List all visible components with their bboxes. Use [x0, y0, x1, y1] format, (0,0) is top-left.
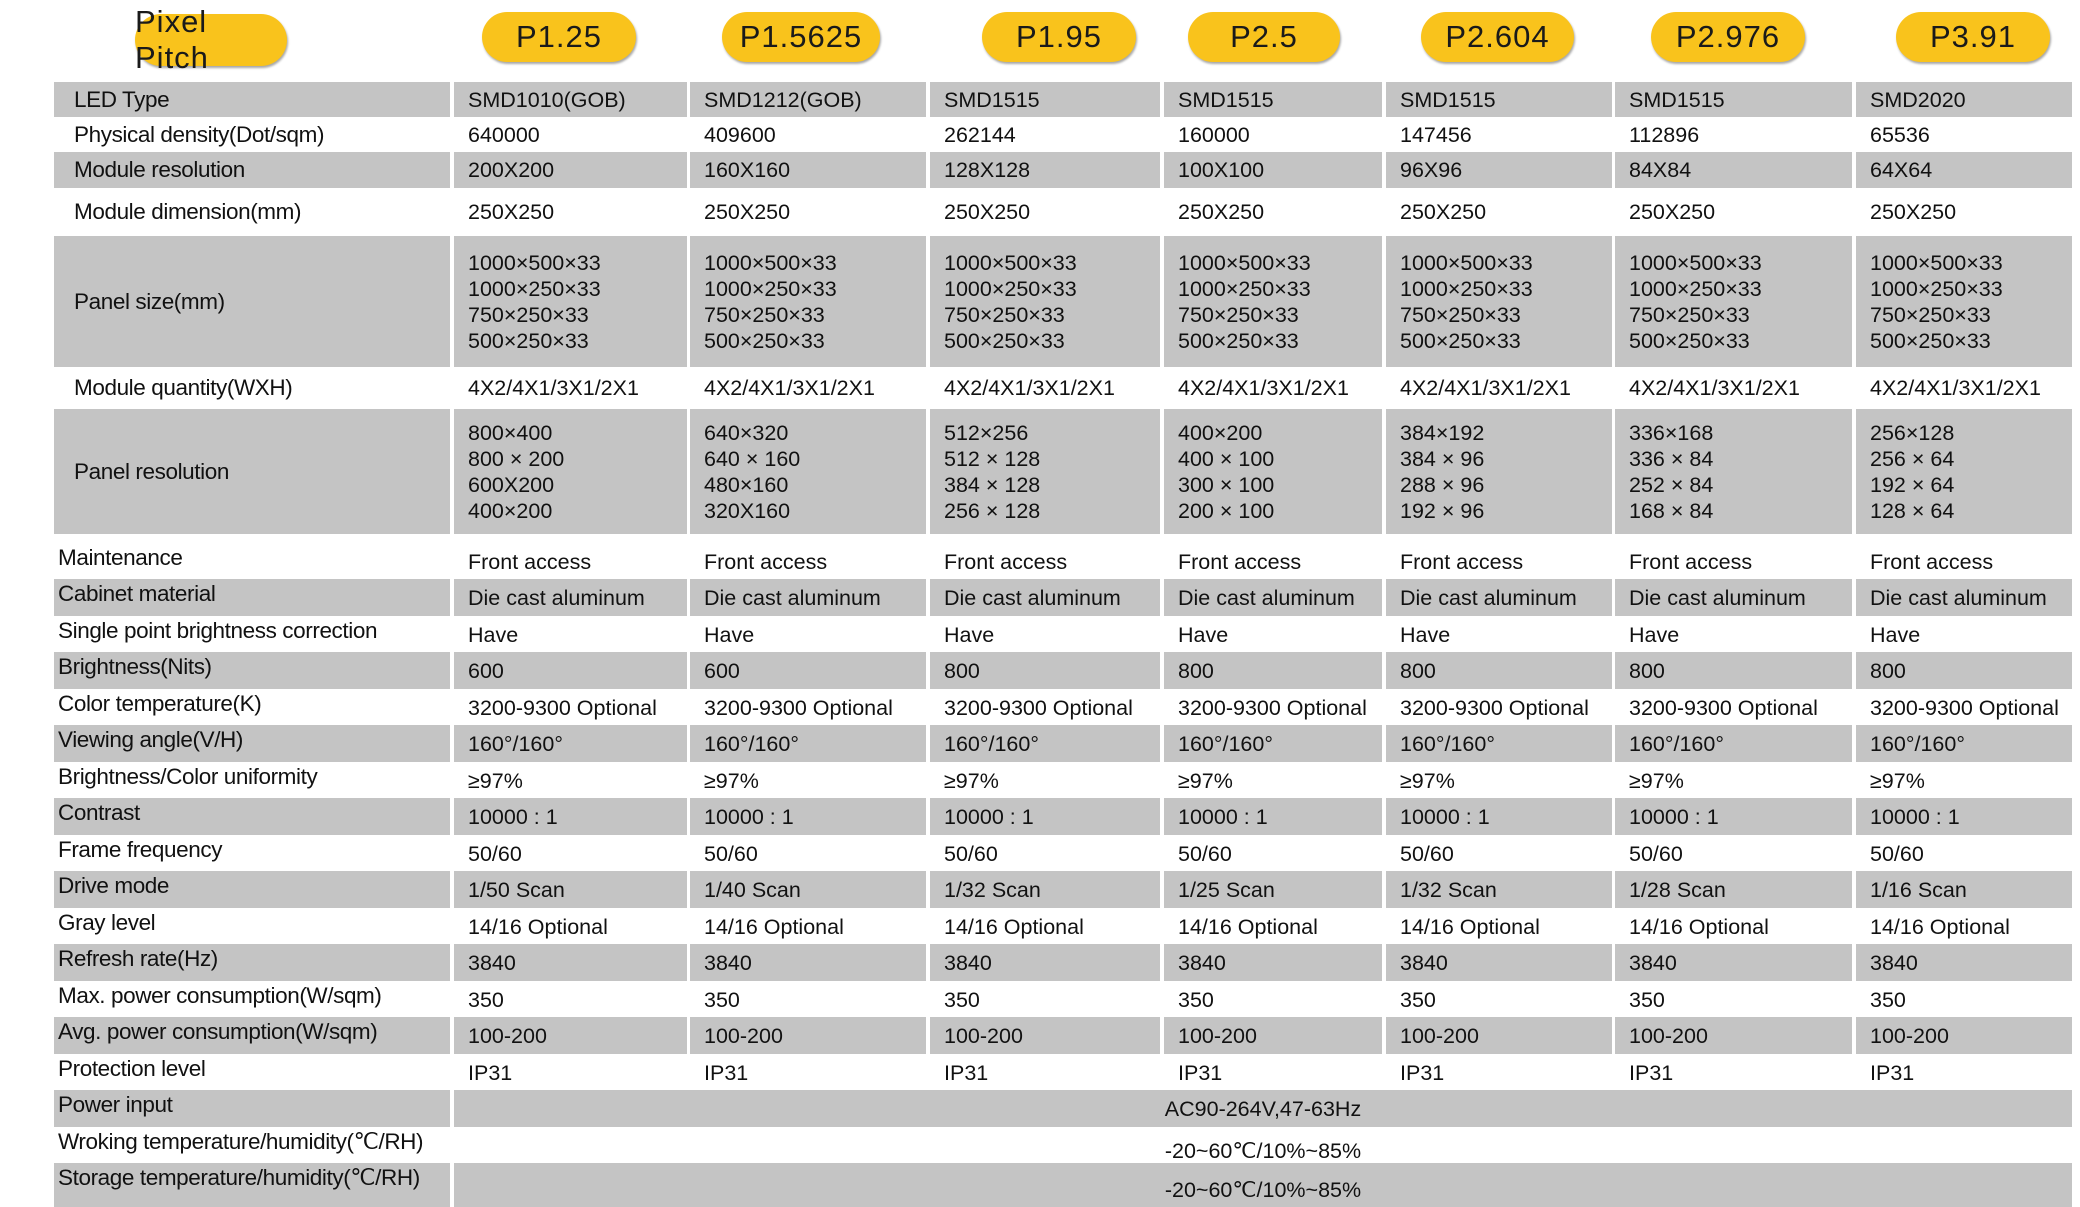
- table-cell: ≥97%: [704, 769, 759, 793]
- row-maintenance: [54, 543, 2072, 579]
- table-cell: Have: [944, 623, 995, 647]
- row-label: Storage temperature/humidity(℃/RH): [54, 1163, 450, 1207]
- table-cell: 160°/160°: [1386, 725, 1612, 762]
- row-label: LED Type: [54, 82, 450, 117]
- row-label: Panel resolution: [54, 409, 450, 534]
- row-module-dimension: [54, 188, 2072, 236]
- table-cell: IP31: [468, 1061, 513, 1085]
- pitch-pill-p2-5: P2.5: [1188, 12, 1340, 62]
- table-cell: 1/32 Scan: [1386, 871, 1612, 908]
- table-cell: 350: [1400, 988, 1436, 1012]
- row-label: Power input: [54, 1090, 450, 1127]
- merged-cell: -20~60℃/10%~85%: [1164, 1139, 1362, 1163]
- table-cell: 14/16 Optional: [944, 915, 1084, 939]
- merged-cell: -20~60℃/10%~85%: [454, 1163, 2072, 1207]
- table-cell: Have: [1400, 623, 1451, 647]
- table-cell: 350: [1870, 988, 1906, 1012]
- table-cell: 250X250: [1178, 200, 1265, 224]
- table-cell: 3840: [1856, 944, 2072, 981]
- table-cell: 1/28 Scan: [1615, 871, 1852, 908]
- table-cell: 50/60: [1178, 842, 1232, 866]
- table-cell: 250X250: [1870, 200, 1957, 224]
- table-cell: 3200-9300 Optional: [704, 696, 893, 720]
- pixel-pitch-label: Pixel Pitch: [135, 14, 287, 66]
- table-cell: 4X2/4X1/3X1/2X1: [1400, 376, 1571, 400]
- table-cell: 600: [690, 652, 926, 689]
- row-label: Color temperature(K): [58, 691, 262, 716]
- row-gray-level: [54, 908, 2072, 944]
- table-cell: Front access: [704, 550, 828, 574]
- table-cell: 1/50 Scan: [454, 871, 687, 908]
- row-label: Avg. power consumption(W/sqm): [54, 1017, 450, 1054]
- table-cell: 250X250: [1400, 200, 1487, 224]
- table-cell: 3200-9300 Optional: [1870, 696, 2059, 720]
- table-cell: 1000×500×33 1000×250×33 750×250×33 500×250×33: [690, 236, 926, 367]
- table-cell: 3840: [690, 944, 926, 981]
- table-cell: 100X100: [1164, 152, 1382, 188]
- table-cell: IP31: [944, 1061, 989, 1085]
- row-module-resolution: [54, 152, 2072, 188]
- table-cell: 10000 : 1: [690, 798, 926, 835]
- table-cell: 1000×500×33 1000×250×33 750×250×33 500×250×33: [1164, 236, 1382, 367]
- table-cell: 160°/160°: [454, 725, 687, 762]
- row-label: Wroking temperature/humidity(℃/RH): [58, 1129, 424, 1154]
- table-cell: ≥97%: [944, 769, 999, 793]
- table-cell: SMD1010(GOB): [454, 82, 687, 117]
- table-cell: 96X96: [1386, 152, 1612, 188]
- merged-cell: AC90-264V,47-63Hz: [454, 1090, 2072, 1127]
- table-cell: Have: [468, 623, 519, 647]
- table-cell: Front access: [1870, 550, 1994, 574]
- row-label: Brightness(Nits): [54, 652, 450, 689]
- row-label: Max. power consumption(W/sqm): [58, 983, 382, 1008]
- row-label: Gray level: [58, 910, 156, 935]
- table-cell: 4X2/4X1/3X1/2X1: [1870, 376, 2041, 400]
- table-cell: 160X160: [690, 152, 926, 188]
- table-cell: 600: [454, 652, 687, 689]
- row-max-power: [54, 981, 2072, 1017]
- row-label: Physical density(Dot/sqm): [74, 121, 325, 147]
- row-label: Brightness/Color uniformity: [58, 764, 318, 789]
- table-cell: 3200-9300 Optional: [944, 696, 1133, 720]
- table-cell: 800: [930, 652, 1160, 689]
- table-cell: 1/16 Scan: [1856, 871, 2072, 908]
- table-cell: 100-200: [1615, 1017, 1852, 1054]
- row-label: Maintenance: [58, 545, 183, 570]
- table-cell: Die cast aluminum: [1386, 579, 1612, 616]
- table-cell: 10000 : 1: [1615, 798, 1852, 835]
- table-cell: Have: [1629, 623, 1680, 647]
- table-cell: 50/60: [704, 842, 758, 866]
- table-cell: 1000×500×33 1000×250×33 750×250×33 500×250×33: [930, 236, 1160, 367]
- table-cell: 14/16 Optional: [468, 915, 608, 939]
- table-cell: 10000 : 1: [1386, 798, 1612, 835]
- table-cell: 4X2/4X1/3X1/2X1: [1178, 376, 1349, 400]
- table-cell: 250X250: [1629, 200, 1716, 224]
- row-drive-mode: [54, 871, 2072, 908]
- table-cell: 800: [1386, 652, 1612, 689]
- table-cell: Have: [1178, 623, 1229, 647]
- table-cell: Die cast aluminum: [1856, 579, 2072, 616]
- table-cell: 4X2/4X1/3X1/2X1: [468, 376, 639, 400]
- table-cell: 100-200: [454, 1017, 687, 1054]
- table-cell: 64X64: [1856, 152, 2072, 188]
- table-cell: 3840: [454, 944, 687, 981]
- table-cell: Front access: [1178, 550, 1302, 574]
- pitch-pill-p1-95: P1.95: [982, 12, 1136, 62]
- table-cell: SMD1212(GOB): [690, 82, 926, 117]
- row-label: Module quantity(WXH): [74, 375, 293, 400]
- pitch-pill-p2-604: P2.604: [1421, 12, 1574, 62]
- table-cell: 3840: [930, 944, 1160, 981]
- table-cell: 10000 : 1: [1856, 798, 2072, 835]
- table-cell: 100-200: [1164, 1017, 1382, 1054]
- pitch-pill-p2-976: P2.976: [1651, 12, 1805, 62]
- row-brightness-correction: [54, 616, 2072, 652]
- row-led-type: [54, 82, 2072, 117]
- pitch-pill-p1-5625: P1.5625: [722, 12, 880, 62]
- table-cell: Die cast aluminum: [1164, 579, 1382, 616]
- row-label: Module dimension(mm): [74, 199, 302, 224]
- row-label: Frame frequency: [58, 837, 223, 862]
- table-cell: 50/60: [468, 842, 522, 866]
- row-physical-density: [54, 117, 2072, 152]
- table-cell: 409600: [704, 122, 776, 147]
- table-cell: SMD1515: [930, 82, 1160, 117]
- table-cell: 800: [1164, 652, 1382, 689]
- table-cell: 14/16 Optional: [1870, 915, 2010, 939]
- table-cell: Die cast aluminum: [930, 579, 1160, 616]
- table-cell: 14/16 Optional: [1400, 915, 1540, 939]
- table-cell: ≥97%: [1629, 769, 1684, 793]
- table-cell: 3200-9300 Optional: [468, 696, 657, 720]
- table-cell: 250X250: [468, 200, 555, 224]
- table-cell: 4X2/4X1/3X1/2X1: [704, 376, 875, 400]
- row-color-temperature: [54, 689, 2072, 725]
- table-cell: Die cast aluminum: [1615, 579, 1852, 616]
- row-label: Contrast: [54, 798, 450, 835]
- table-cell: 147456: [1400, 122, 1472, 147]
- table-cell: SMD1515: [1164, 82, 1382, 117]
- row-storage-temperature: [54, 1163, 2072, 1207]
- table-cell: 65536: [1870, 122, 1930, 147]
- table-cell: 350: [1178, 988, 1214, 1012]
- table-cell: 128X128: [930, 152, 1160, 188]
- table-cell: Have: [1870, 623, 1921, 647]
- table-cell: SMD1515: [1386, 82, 1612, 117]
- table-cell: 112896: [1629, 122, 1700, 147]
- table-cell: 10000 : 1: [454, 798, 687, 835]
- row-refresh-rate: [54, 944, 2072, 981]
- table-cell: SMD1515: [1615, 82, 1852, 117]
- table-cell: 3840: [1615, 944, 1852, 981]
- table-cell: 84X84: [1615, 152, 1852, 188]
- table-cell: 10000 : 1: [930, 798, 1160, 835]
- table-cell: 160°/160°: [1615, 725, 1852, 762]
- row-label: Drive mode: [54, 871, 450, 908]
- table-cell: Front access: [1400, 550, 1524, 574]
- table-cell: 3840: [1386, 944, 1612, 981]
- table-cell: 1/25 Scan: [1164, 871, 1382, 908]
- row-label: Protection level: [58, 1056, 206, 1081]
- table-cell: 512×256 512 × 128 384 × 128 256 × 128: [930, 409, 1160, 534]
- header-bar: [0, 0, 2080, 86]
- row-working-temperature: [54, 1127, 2072, 1163]
- table-cell: 384×192 384 × 96 288 × 96 192 × 96: [1386, 409, 1612, 534]
- row-uniformity: [54, 762, 2072, 798]
- table-cell: 800×400 800 × 200 600X200 400×200: [454, 409, 687, 534]
- table-cell: 100-200: [930, 1017, 1160, 1054]
- table-cell: ≥97%: [1178, 769, 1233, 793]
- table-cell: 3200-9300 Optional: [1629, 696, 1818, 720]
- table-cell: 160°/160°: [930, 725, 1160, 762]
- table-cell: 1000×500×33 1000×250×33 750×250×33 500×250×33: [1386, 236, 1612, 367]
- table-cell: 14/16 Optional: [704, 915, 844, 939]
- row-viewing-angle: [54, 725, 2072, 762]
- table-cell: 10000 : 1: [1164, 798, 1382, 835]
- table-cell: IP31: [1400, 1061, 1445, 1085]
- table-cell: 100-200: [1856, 1017, 2072, 1054]
- table-cell: 640×320 640 × 160 480×160 320X160: [690, 409, 926, 534]
- table-cell: 640000: [468, 122, 540, 147]
- table-cell: 350: [1629, 988, 1665, 1012]
- table-cell: 1000×500×33 1000×250×33 750×250×33 500×250×33: [1856, 236, 2072, 367]
- table-cell: IP31: [1870, 1061, 1915, 1085]
- table-cell: 100-200: [690, 1017, 926, 1054]
- row-module-quantity: [54, 367, 2072, 409]
- row-label: Module resolution: [54, 152, 450, 188]
- table-cell: 4X2/4X1/3X1/2X1: [1629, 376, 1800, 400]
- table-cell: 100-200: [1386, 1017, 1612, 1054]
- table-cell: IP31: [1178, 1061, 1223, 1085]
- table-cell: 200X200: [454, 152, 687, 188]
- table-cell: Die cast aluminum: [690, 579, 926, 616]
- table-cell: 50/60: [1870, 842, 1924, 866]
- table-cell: 50/60: [1629, 842, 1683, 866]
- table-cell: 336×168 336 × 84 252 × 84 168 × 84: [1615, 409, 1852, 534]
- table-cell: 800: [1856, 652, 2072, 689]
- table-cell: 160000: [1178, 122, 1250, 147]
- table-cell: IP31: [1629, 1061, 1674, 1085]
- table-cell: 1000×500×33 1000×250×33 750×250×33 500×250×33: [454, 236, 687, 367]
- table-cell: 3200-9300 Optional: [1400, 696, 1589, 720]
- table-cell: Front access: [1629, 550, 1753, 574]
- row-cabinet-material: [54, 579, 2072, 616]
- table-cell: Front access: [944, 550, 1068, 574]
- row-panel-resolution: [54, 409, 2072, 534]
- table-cell: 256×128 256 × 64 192 × 64 128 × 64: [1856, 409, 2072, 534]
- table-cell: 3200-9300 Optional: [1178, 696, 1367, 720]
- table-cell: 160°/160°: [690, 725, 926, 762]
- table-cell: Have: [704, 623, 755, 647]
- table-cell: Front access: [468, 550, 592, 574]
- row-label: Single point brightness correction: [58, 618, 378, 643]
- row-label: Viewing angle(V/H): [54, 725, 450, 762]
- table-cell: 350: [704, 988, 740, 1012]
- table-cell: 250X250: [704, 200, 791, 224]
- table-cell: Die cast aluminum: [454, 579, 687, 616]
- row-protection-level: [54, 1054, 2072, 1090]
- table-cell: ≥97%: [1870, 769, 1925, 793]
- row-panel-size: [54, 236, 2072, 367]
- table-cell: 350: [468, 988, 504, 1012]
- table-cell: 400×200 400 × 100 300 × 100 200 × 100: [1164, 409, 1382, 534]
- pitch-pill-p3-91: P3.91: [1896, 12, 2050, 62]
- table-cell: 1000×500×33 1000×250×33 750×250×33 500×250×33: [1615, 236, 1852, 367]
- row-power-input: [54, 1090, 2072, 1127]
- row-avg-power: [54, 1017, 2072, 1054]
- table-cell: 14/16 Optional: [1629, 915, 1769, 939]
- row-label: Panel size(mm): [54, 236, 450, 367]
- table-cell: 160°/160°: [1856, 725, 2072, 762]
- table-cell: 4X2/4X1/3X1/2X1: [944, 376, 1115, 400]
- row-contrast: [54, 798, 2072, 835]
- row-label: Cabinet material: [54, 579, 450, 616]
- row-brightness: [54, 652, 2072, 689]
- row-label: Refresh rate(Hz): [54, 944, 450, 981]
- table-cell: IP31: [704, 1061, 749, 1085]
- table-cell: 50/60: [1400, 842, 1454, 866]
- table-cell: 250X250: [944, 200, 1031, 224]
- table-cell: 160°/160°: [1164, 725, 1382, 762]
- table-cell: 50/60: [944, 842, 998, 866]
- table-cell: ≥97%: [1400, 769, 1455, 793]
- row-frame-frequency: [54, 835, 2072, 871]
- pitch-pill-p1-25: P1.25: [482, 12, 636, 62]
- table-cell: ≥97%: [468, 769, 523, 793]
- table-cell: 1/32 Scan: [930, 871, 1160, 908]
- table-cell: 262144: [944, 122, 1016, 147]
- table-cell: 800: [1615, 652, 1852, 689]
- table-cell: 1/40 Scan: [690, 871, 926, 908]
- table-cell: 14/16 Optional: [1178, 915, 1318, 939]
- table-cell: 3840: [1164, 944, 1382, 981]
- table-cell: 350: [944, 988, 980, 1012]
- table-cell: SMD2020: [1856, 82, 2072, 117]
